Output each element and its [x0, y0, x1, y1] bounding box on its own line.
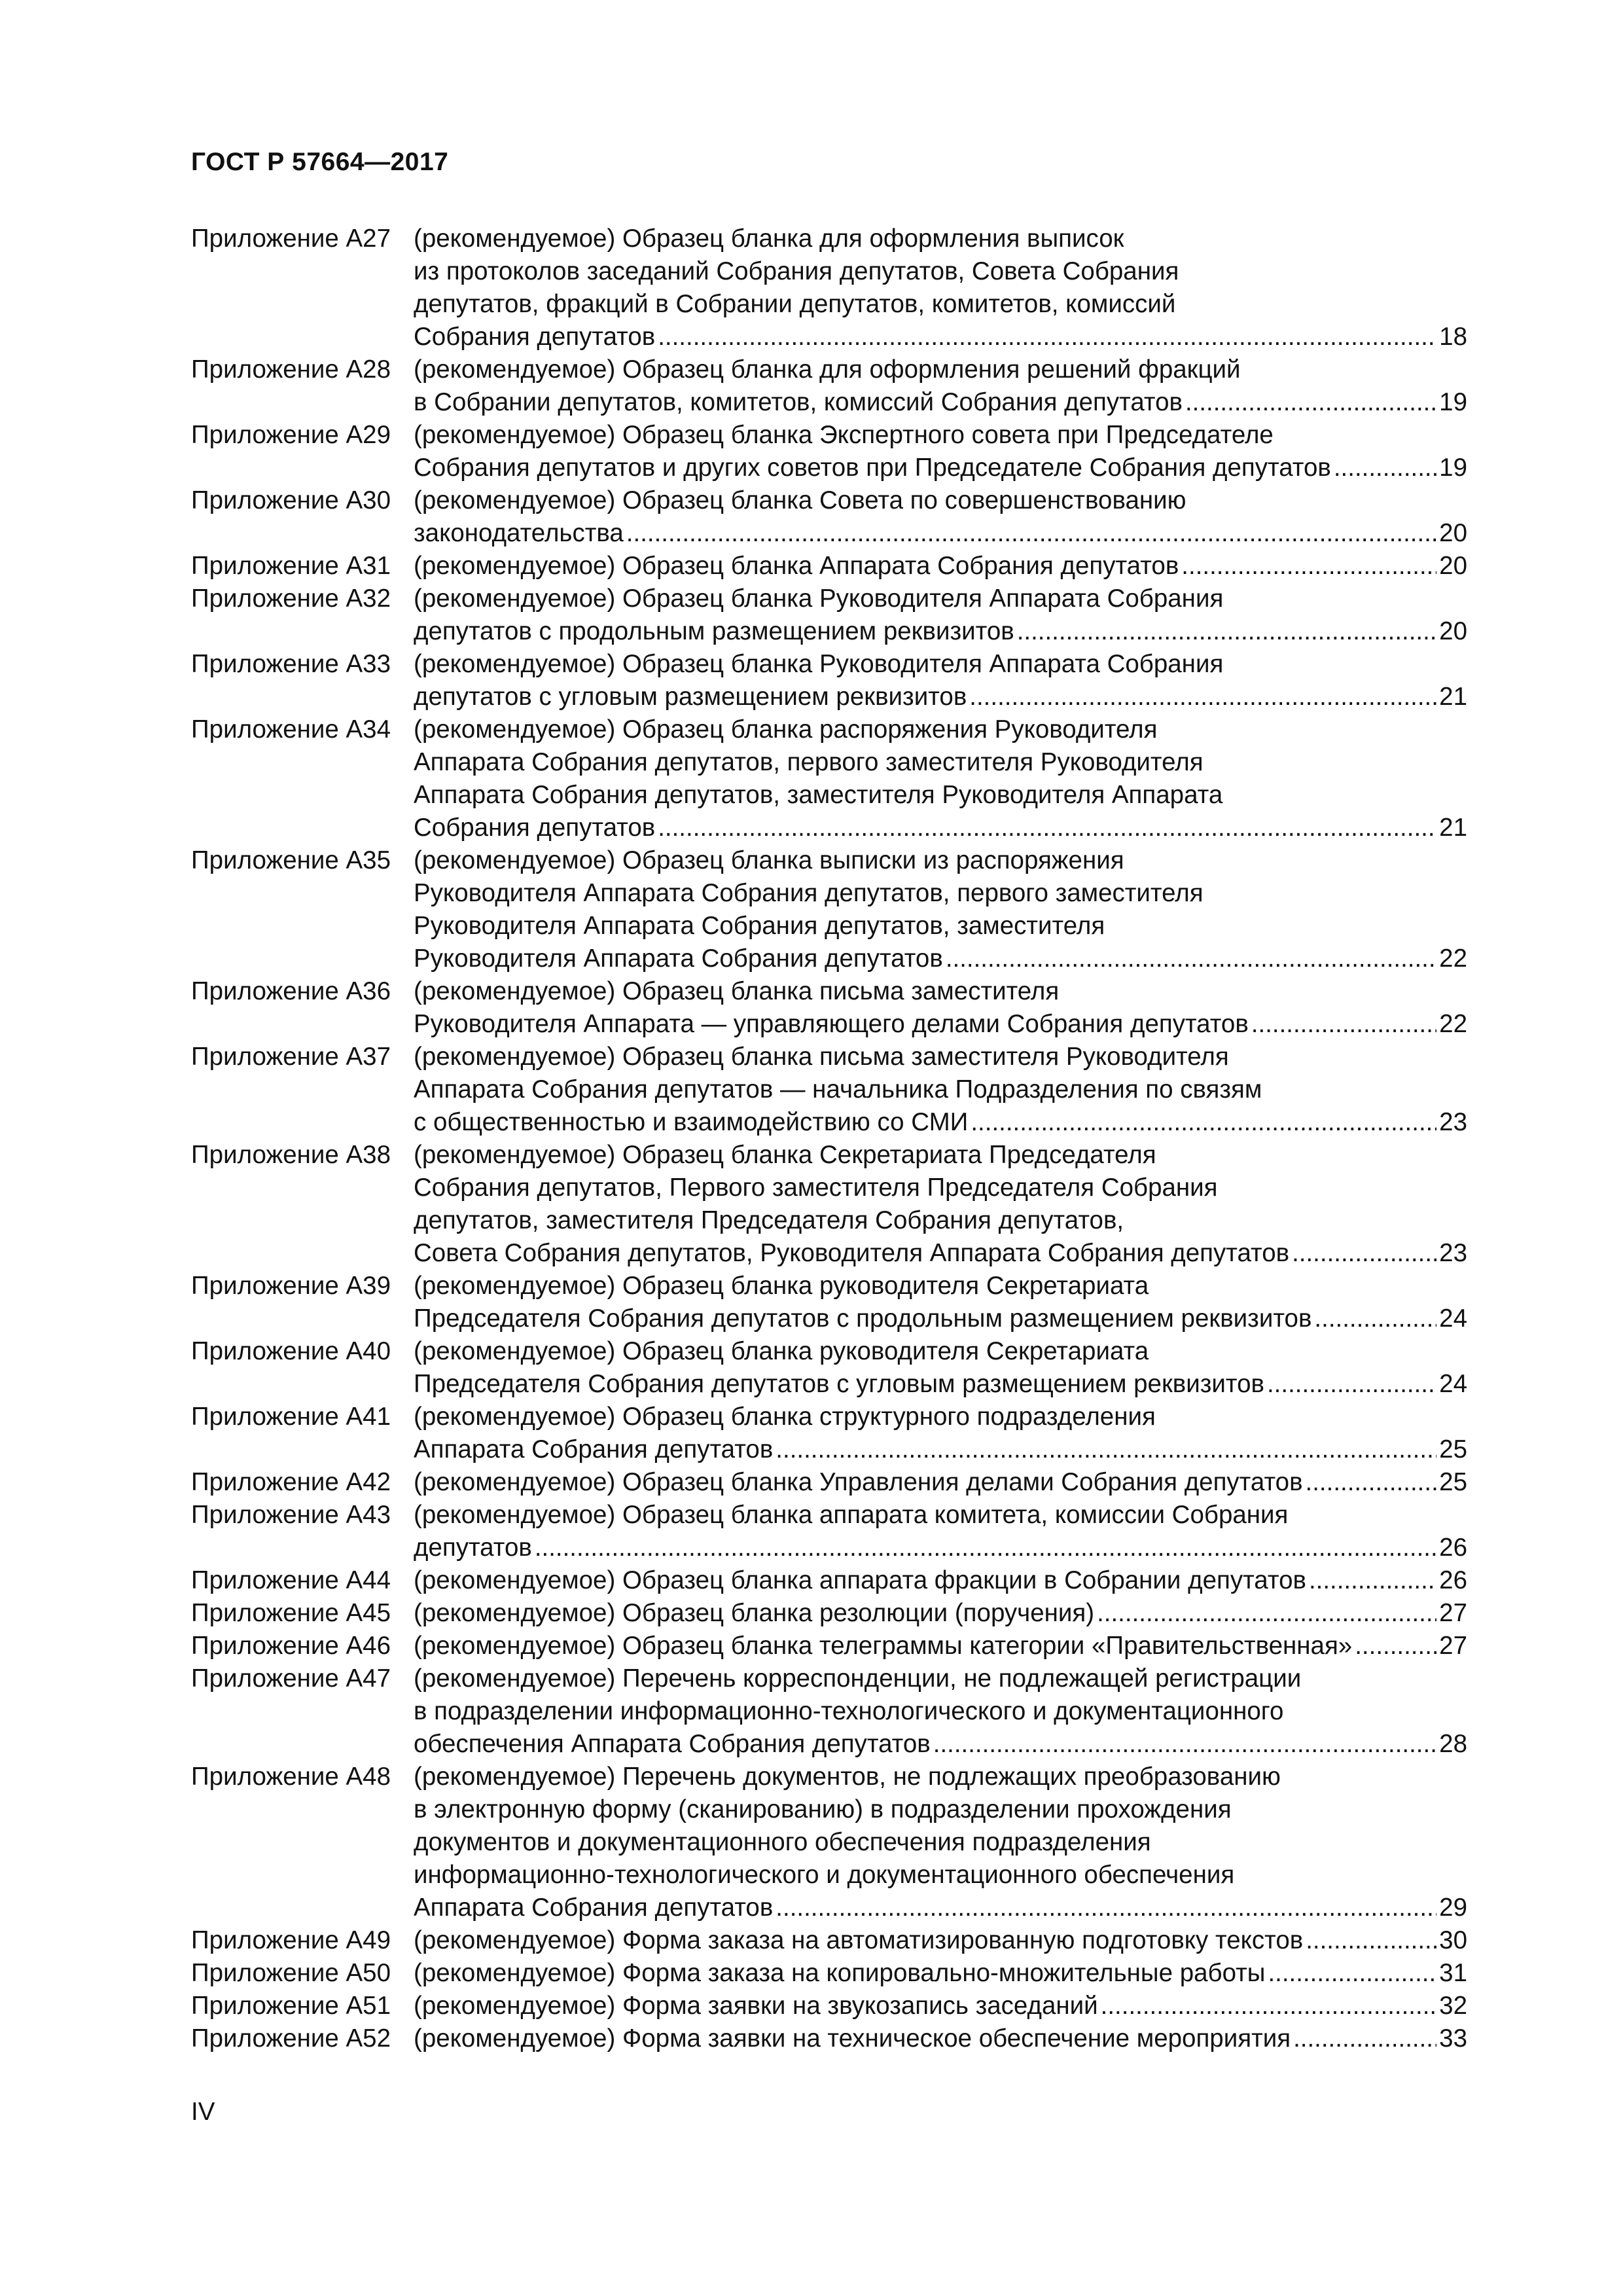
- dot-leader: [1017, 615, 1436, 648]
- toc-entry-title-line: в Собрании депутатов, комитетов, комиссий Собрания депутатов: [414, 388, 1183, 416]
- toc-entry: [191, 1957, 1467, 1990]
- toc-entry-title-line: Председателя Собрания депутатов с угловым размещением реквизитов: [414, 1370, 1264, 1398]
- toc-page-number: 26: [1439, 1534, 1467, 1562]
- toc-entry-title-line: Собрания депутатов и других советов при Председателе Собрания депутатов: [414, 454, 1331, 482]
- toc-entry: [191, 713, 1467, 844]
- toc-entry: [191, 2022, 1467, 2055]
- toc-entry-title-line: (рекомендуемое) Образец бланка Секретариата Председателя: [414, 1141, 1156, 1169]
- toc-entry-title: [414, 1466, 1467, 1499]
- toc-entry-label: Приложение А45: [191, 1599, 391, 1627]
- toc-entry: [191, 975, 1467, 1041]
- toc-entry-label: Приложение А42: [191, 1468, 391, 1496]
- dot-leader: [1181, 550, 1436, 583]
- toc-entry: [191, 1466, 1467, 1499]
- toc-entry-title: [414, 1041, 1467, 1139]
- toc-entry-last-line: [414, 1564, 1467, 1597]
- toc-entry: [191, 1270, 1467, 1335]
- toc-entry: [191, 1990, 1467, 2022]
- toc-entry: [191, 223, 1467, 353]
- toc-entry-label: Приложение А47: [191, 1664, 391, 1693]
- toc-entry-label: Приложение А46: [191, 1632, 391, 1660]
- toc-entry-label: Приложение А51: [191, 1992, 391, 2020]
- toc-entry-title: [414, 1924, 1467, 1957]
- toc-entry-last-line: [414, 1302, 1467, 1335]
- toc-entry-last-line: [414, 1237, 1467, 1270]
- toc-entry-title-line: (рекомендуемое) Образец бланка для оформления выписок: [414, 224, 1124, 253]
- toc-entry-title-line: Руководителя Аппарата Собрания депутатов: [414, 944, 943, 973]
- toc-entry: [191, 1401, 1467, 1466]
- toc-entry-title-line: с общественностью и взаимодействию со СМИ: [414, 1108, 969, 1136]
- toc-entry-title-line: (рекомендуемое) Образец бланка руководителя Секретариата: [414, 1337, 1149, 1365]
- toc-entry-title-line: Собрания депутатов: [414, 323, 656, 351]
- toc-entry-title-line: (рекомендуемое) Форма заявки на техническое обеспечение мероприятия: [414, 2024, 1291, 2053]
- toc-entry-last-line: [414, 1892, 1467, 1924]
- toc-page-number: 19: [1439, 388, 1467, 416]
- toc-entry-title-line: (рекомендуемое) Образец бланка аппарата фракции в Собрании депутатов: [414, 1566, 1306, 1594]
- toc-entry-title-line: Руководителя Аппарата Собрания депутатов, заместителя: [414, 912, 1105, 940]
- toc-entry-title-line: (рекомендуемое) Образец бланка телеграммы категории «Правительственная»: [414, 1632, 1353, 1660]
- toc-entry-last-line: [414, 1532, 1467, 1564]
- toc-entry-title: [414, 844, 1467, 975]
- toc-entry-label: Приложение А43: [191, 1501, 391, 1529]
- toc-entry-title-line: (рекомендуемое) Образец бланка Совета по совершенствованию: [414, 486, 1186, 514]
- toc-entry: [191, 1041, 1467, 1139]
- toc-entry-last-line: [414, 1728, 1467, 1761]
- toc-entry-title-line: документов и документационного обеспечения подразделения: [414, 1828, 1151, 1856]
- dot-leader: [1306, 1924, 1436, 1957]
- toc-page-number: 26: [1439, 1566, 1467, 1594]
- toc-entry-title-line: (рекомендуемое) Образец бланка для оформления решений фракций: [414, 355, 1241, 384]
- toc-entry-title: [414, 550, 1467, 583]
- dot-leader: [776, 1433, 1436, 1466]
- toc-entry-title-line: в подразделении информационно-технологического и документационного: [414, 1697, 1284, 1725]
- toc-entry-last-line: [414, 1957, 1467, 1990]
- toc-entry-label: Приложение А29: [191, 421, 391, 449]
- toc-entry-last-line: [414, 1433, 1467, 1466]
- toc-entry-title: [414, 1957, 1467, 1990]
- toc-entry-label: Приложение А38: [191, 1141, 391, 1169]
- toc-entry: [191, 1924, 1467, 1957]
- dot-leader: [1293, 2022, 1436, 2055]
- dot-leader: [1292, 1237, 1436, 1270]
- toc-entry-last-line: [414, 452, 1467, 484]
- toc-entry-last-line: [414, 1106, 1467, 1139]
- toc-entry-label: Приложение А31: [191, 552, 391, 580]
- toc-entry-title-line: (рекомендуемое) Форма заявки на звукозапись заседаний: [414, 1992, 1098, 2020]
- toc-entry-title: [414, 1499, 1467, 1564]
- toc-entry: [191, 1139, 1467, 1270]
- toc-entry-title-line: депутатов с продольным размещением реквизитов: [414, 617, 1014, 645]
- dot-leader: [1306, 1466, 1437, 1499]
- toc-page-number: 27: [1439, 1632, 1467, 1660]
- dot-leader: [971, 1106, 1436, 1139]
- toc-entry-title-line: (рекомендуемое) Образец бланка структурного подразделения: [414, 1403, 1156, 1431]
- toc-page-number: 21: [1439, 683, 1467, 711]
- toc-page-number: 22: [1439, 944, 1467, 973]
- toc-entry-title-line: (рекомендуемое) Образец бланка аппарата комитета, комиссии Собрания: [414, 1501, 1289, 1529]
- dot-leader: [1314, 1302, 1436, 1335]
- dot-leader: [1355, 1630, 1436, 1662]
- toc-entry-title-line: (рекомендуемое) Образец бланка письма заместителя Руководителя: [414, 1043, 1229, 1071]
- toc-entry-title: [414, 1662, 1467, 1761]
- toc-entry-title-line: депутатов с угловым размещением реквизитов: [414, 683, 967, 711]
- document-header: ГОСТ Р 57664—2017: [191, 148, 449, 176]
- dot-leader: [1334, 452, 1436, 484]
- dot-leader: [933, 1728, 1436, 1761]
- toc-entry-title-line: (рекомендуемое) Образец бланка Экспертного совета при Председателе: [414, 421, 1274, 449]
- toc-page-number: 20: [1439, 552, 1467, 580]
- toc-entry-title: [414, 648, 1467, 713]
- toc-entry-last-line: [414, 550, 1467, 583]
- toc-entry-last-line: [414, 1924, 1467, 1957]
- dot-leader: [535, 1532, 1436, 1564]
- toc-entry-title: [414, 1990, 1467, 2022]
- toc-entry-last-line: [414, 812, 1467, 844]
- dot-leader: [1185, 386, 1436, 419]
- toc-entry-title: [414, 1630, 1467, 1662]
- toc-entry-title-line: (рекомендуемое) Образец бланка распоряжения Руководителя: [414, 715, 1158, 744]
- toc-page-number: 23: [1439, 1108, 1467, 1136]
- toc-entry-title-line: обеспечения Аппарата Собрания депутатов: [414, 1730, 931, 1758]
- toc-page-number: 27: [1439, 1599, 1467, 1627]
- toc-entry-last-line: [414, 517, 1467, 550]
- toc-entry-label: Приложение А32: [191, 584, 391, 613]
- toc-entry-label: Приложение А36: [191, 977, 391, 1005]
- toc-entry-label: Приложение А40: [191, 1337, 391, 1365]
- dot-leader: [1251, 1008, 1436, 1041]
- dot-leader: [969, 681, 1436, 713]
- toc-entry-label: Приложение А52: [191, 2024, 391, 2053]
- toc-page-number: 23: [1439, 1239, 1467, 1267]
- toc-page-number: 28: [1439, 1730, 1467, 1758]
- toc-entry-last-line: [414, 1008, 1467, 1041]
- toc-entry-title-line: депутатов, заместителя Председателя Собрания депутатов,: [414, 1206, 1124, 1234]
- toc-entry-label: Приложение А49: [191, 1926, 391, 1954]
- toc-entry-label: Приложение А28: [191, 355, 391, 384]
- toc-entry-title-line: (рекомендуемое) Образец бланка резолюции (поручения): [414, 1599, 1095, 1627]
- toc-entry-last-line: [414, 2022, 1467, 2055]
- toc-entry-title: [414, 1761, 1467, 1924]
- dot-leader: [776, 1892, 1436, 1924]
- toc-entry-label: Приложение А48: [191, 1763, 391, 1791]
- toc-entry-title: [414, 1401, 1467, 1466]
- toc-entry-title-line: Аппарата Собрания депутатов: [414, 1893, 774, 1922]
- toc-entry: [191, 1335, 1467, 1401]
- toc-entry-title-line: (рекомендуемое) Образец бланка Управления делами Собрания депутатов: [414, 1468, 1303, 1496]
- toc-entry-last-line: [414, 1466, 1467, 1499]
- toc-entry-title-line: информационно-технологического и документационного обеспечения: [414, 1861, 1235, 1889]
- toc-entry-title: [414, 975, 1467, 1041]
- table-of-contents: [191, 223, 1467, 2055]
- toc-entry-label: Приложение А27: [191, 224, 391, 253]
- toc-entry-label: Приложение А34: [191, 715, 391, 744]
- toc-entry-title: [414, 2022, 1467, 2055]
- toc-entry-title: [414, 1335, 1467, 1401]
- toc-entry-title: [414, 1139, 1467, 1270]
- toc-page-number: 22: [1439, 1010, 1467, 1038]
- toc-entry-title-line: Аппарата Собрания депутатов — начальника Подразделения по связям: [414, 1075, 1262, 1103]
- toc-entry-title-line: (рекомендуемое) Образец бланка выписки из распоряжения: [414, 846, 1124, 874]
- toc-entry-title: [414, 223, 1467, 353]
- toc-entry: [191, 1597, 1467, 1630]
- toc-entry: [191, 1761, 1467, 1924]
- dot-leader: [1309, 1564, 1436, 1597]
- toc-entry-last-line: [414, 1630, 1467, 1662]
- toc-entry-last-line: [414, 615, 1467, 648]
- toc-page-number: 24: [1439, 1370, 1467, 1398]
- toc-page-number: 19: [1439, 454, 1467, 482]
- toc-entry: [191, 1499, 1467, 1564]
- toc-entry-label: Приложение А30: [191, 486, 391, 514]
- toc-page-number: 29: [1439, 1893, 1467, 1922]
- toc-entry-title-line: (рекомендуемое) Образец бланка руководителя Секретариата: [414, 1272, 1149, 1300]
- toc-entry-title-line: Совета Собрания депутатов, Руководителя Аппарата Собрания депутатов: [414, 1239, 1290, 1267]
- toc-entry-label: Приложение А44: [191, 1566, 391, 1594]
- dot-leader: [1097, 1597, 1436, 1630]
- toc-entry-label: Приложение А37: [191, 1043, 391, 1071]
- dot-leader: [1268, 1957, 1436, 1990]
- toc-entry-title-line: (рекомендуемое) Перечень документов, не подлежащих преобразованию: [414, 1763, 1281, 1791]
- toc-entry-title-line: депутатов: [414, 1534, 532, 1562]
- toc-page-number: 20: [1439, 617, 1467, 645]
- toc-entry-label: Приложение А41: [191, 1403, 391, 1431]
- toc-entry: [191, 844, 1467, 975]
- toc-entry-label: Приложение А35: [191, 846, 391, 874]
- toc-entry: [191, 1564, 1467, 1597]
- toc-entry-title-line: из протоколов заседаний Собрания депутатов, Совета Собрания: [414, 257, 1179, 285]
- dot-leader: [658, 812, 1436, 844]
- dot-leader: [626, 517, 1436, 550]
- toc-entry-title-line: Председателя Собрания депутатов с продольным размещением реквизитов: [414, 1304, 1312, 1333]
- toc-entry: [191, 353, 1467, 419]
- toc-page-number: 18: [1439, 323, 1467, 351]
- toc-entry-title-line: законодательства: [414, 519, 624, 547]
- toc-entry-title: [414, 1564, 1467, 1597]
- toc-entry-title: [414, 419, 1467, 484]
- toc-entry-title-line: (рекомендуемое) Образец бланка Руководителя Аппарата Собрания: [414, 650, 1224, 678]
- toc-page-number: 25: [1439, 1435, 1467, 1463]
- toc-entry-title-line: депутатов, фракций в Собрании депутатов, комитетов, комиссий: [414, 290, 1176, 318]
- toc-entry-title-line: в электронную форму (сканированию) в подразделении прохождения: [414, 1795, 1232, 1823]
- toc-page-number: 31: [1439, 1959, 1467, 1987]
- toc-page-number: 30: [1439, 1926, 1467, 1954]
- toc-entry-title-line: Руководителя Аппарата — управляющего делами Собрания депутатов: [414, 1010, 1249, 1038]
- toc-entry-title-line: Аппарата Собрания депутатов: [414, 1435, 774, 1463]
- toc-entry: [191, 1662, 1467, 1761]
- toc-entry: [191, 1630, 1467, 1662]
- toc-entry: [191, 484, 1467, 550]
- dot-leader: [1101, 1990, 1437, 2022]
- toc-entry-title: [414, 1597, 1467, 1630]
- toc-entry-title-line: (рекомендуемое) Образец бланка Аппарата Собрания депутатов: [414, 552, 1179, 580]
- toc-entry-title: [414, 1270, 1467, 1335]
- toc-entry-title-line: Аппарата Собрания депутатов, заместителя Руководителя Аппарата: [414, 781, 1223, 809]
- toc-entry-last-line: [414, 1990, 1467, 2022]
- toc-entry-last-line: [414, 321, 1467, 353]
- toc-entry-title-line: Руководителя Аппарата Собрания депутатов, первого заместителя: [414, 879, 1204, 907]
- toc-page-number: 24: [1439, 1304, 1467, 1333]
- toc-entry-label: Приложение А33: [191, 650, 391, 678]
- toc-entry-title-line: Аппарата Собрания депутатов, первого заместителя Руководителя: [414, 748, 1204, 776]
- toc-entry-title: [414, 484, 1467, 550]
- dot-leader: [658, 321, 1436, 353]
- toc-entry: [191, 648, 1467, 713]
- toc-entry-label: Приложение А50: [191, 1959, 391, 1987]
- toc-page-number: 20: [1439, 519, 1467, 547]
- toc-entry-title: [414, 583, 1467, 648]
- toc-entry: [191, 583, 1467, 648]
- toc-entry-label: Приложение А39: [191, 1272, 391, 1300]
- toc-entry-last-line: [414, 1368, 1467, 1401]
- toc-page-number: 33: [1439, 2024, 1467, 2053]
- toc-page-number: 21: [1439, 814, 1467, 842]
- toc-entry: [191, 550, 1467, 583]
- toc-entry-last-line: [414, 386, 1467, 419]
- page-number: IV: [191, 2098, 215, 2126]
- dot-leader: [1267, 1368, 1436, 1401]
- toc-entry-title-line: (рекомендуемое) Перечень корреспонденции, не подлежащей регистрации: [414, 1664, 1302, 1693]
- toc-entry-title-line: (рекомендуемое) Образец бланка письма заместителя: [414, 977, 1060, 1005]
- toc-page-number: 25: [1439, 1468, 1467, 1496]
- toc-entry-title: [414, 353, 1467, 419]
- toc-entry-last-line: [414, 942, 1467, 975]
- toc-entry-last-line: [414, 681, 1467, 713]
- toc-entry-title: [414, 713, 1467, 844]
- toc-page-number: 32: [1439, 1992, 1467, 2020]
- toc-entry-last-line: [414, 1597, 1467, 1630]
- toc-entry-title-line: (рекомендуемое) Форма заказа на копировально-множительные работы: [414, 1959, 1266, 1987]
- toc-entry-title-line: Собрания депутатов, Первого заместителя Председателя Собрания: [414, 1174, 1218, 1202]
- toc-entry-title-line: (рекомендуемое) Форма заказа на автоматизированную подготовку текстов: [414, 1926, 1304, 1954]
- dot-leader: [946, 942, 1436, 975]
- toc-entry-title-line: Собрания депутатов: [414, 814, 656, 842]
- toc-entry-title-line: (рекомендуемое) Образец бланка Руководителя Аппарата Собрания: [414, 584, 1224, 613]
- toc-entry: [191, 419, 1467, 484]
